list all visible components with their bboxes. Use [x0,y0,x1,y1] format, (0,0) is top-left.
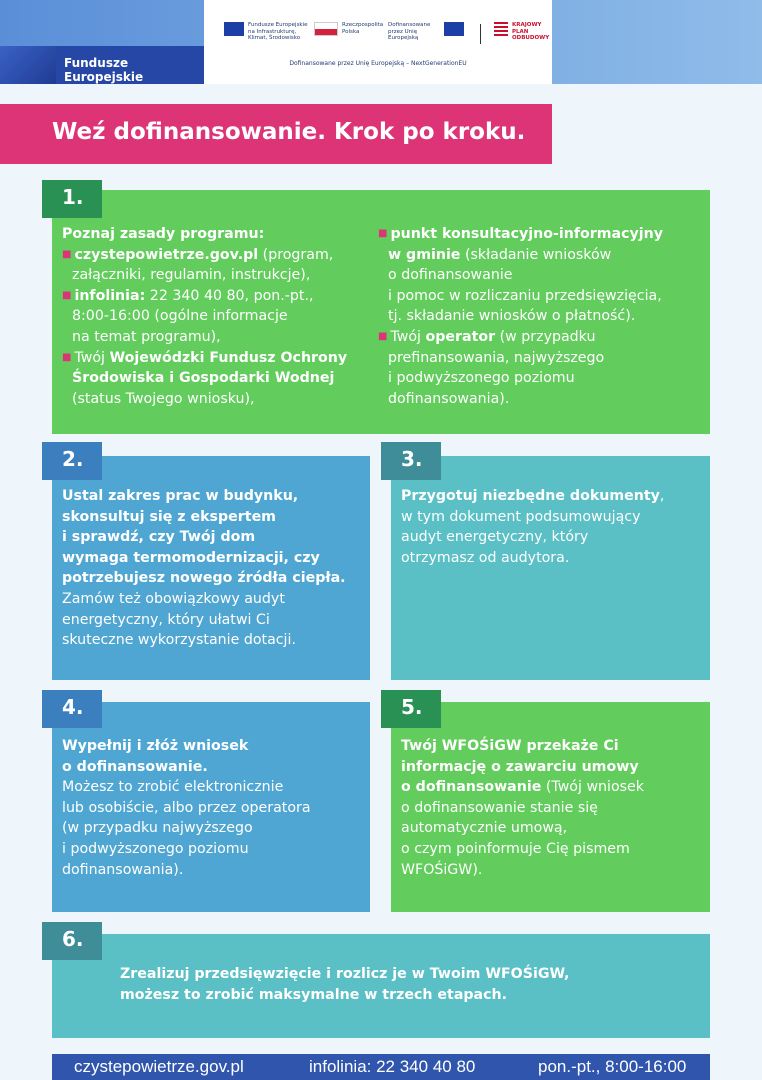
funding-caption: Dofinansowane przez Unię Europejską – NextGenerationEU [289,60,467,67]
footer-hours: pon.-pt., 8:00-16:00 [538,1057,687,1076]
footer-hotline: infolinia: 22 340 40 80 [309,1057,476,1076]
step-2-number: 2. [42,442,102,480]
step-6-text: Zrealizuj przedsięwzięcie i rozlicz je w Twoim WFOŚiGW, możesz to zrobić maksymalne w trzech etapach. [120,966,570,1003]
bullet-icon: ■ [378,228,388,239]
bullet-icon: ■ [62,289,72,301]
step-1-card [52,190,710,434]
poland-logo: Rzeczpospolita Polska [314,22,382,36]
page-title: Weź dofinansowanie. Krok po kroku. [52,119,526,145]
step-3-number: 3. [381,442,441,480]
footer-bar [52,1054,710,1080]
fundusze-europejskie-logo [0,46,204,84]
bullet-icon: ■ [62,351,72,363]
step-2-text: Ustal zakres prac w budynku, skonsultuj się z ekspertem i sprawdź, czy Twój dom wymaga termomodernizacji, czy potrzebujesz nowego źródła ciepła. Zamów też obowiązkowy audyt energetyczny, który ułatwi Ci skuteczne wykorzystanie dotacji. [62,488,346,649]
step-6-number: 6. [42,922,102,960]
fe-label: Fundusze Europejskie [64,56,144,84]
step-5-number: 5. [381,690,441,728]
eu-flag-icon [444,22,464,36]
kpo-logo: KRAJOWY PLAN ODBUDOWY [494,22,546,42]
step-4-text: Wypełnij i złóż wniosek o dofinansowanie. Możesz to zrobić elektronicznie lub osobiście, albo przez operatora (w przypadku najwyższego i podwyższonego poziomu dofinansowania). [62,738,311,878]
step-5-text: Twój WFOŚiGW przekaże Ci informację o zawarciu umowy o dofinansowanie (Twój wniosek o dofinansowanie stanie się automatycznie umową, o czym poinformuje Cię pismem WFOŚiGW). [401,738,644,878]
bullet-icon: ■ [378,330,388,342]
website-link[interactable]: czystepowietrze.gov.pl [74,246,259,263]
step-3-text: Przygotuj niezbędne dokumenty, w tym dokument podsumowujący audyt energetyczny, który otrzymasz od audytora. [401,488,665,566]
step-5-card [391,702,710,912]
step-4-card [52,702,370,912]
step-2-card [52,456,370,680]
eu-stars-icon [0,46,56,84]
step-1-right: ■ punkt konsultacyjno-informacyjny w gminie (składanie wniosków o dofinansowanie i pomoc w rozliczaniu przedsięwzięcia, tj. składanie wniosków o płatność). ■ Twój operator (w przypadku prefinansowania, najwyższego i podwyższonego poziomu dofinansowania). [378,226,663,407]
logo-divider [480,24,481,44]
poland-flag-icon [314,22,338,36]
step-1-number: 1. [42,180,102,218]
step-6-card [52,934,710,1038]
eu-flag-icon [224,22,244,36]
step-3-card [391,456,710,680]
step-1-left: Poznaj zasady programu: ■ czystepowietrze.gov.pl (program, załączniki, regulamin, instrukcje), ■ infolinia: 22 340 40 80, pon.-pt., 8:00-16:00 (ogólne informacje na temat programu), ■ Twój Wojewódzki Fundusz Ochrony Środowiska i Gospodarki Wodnej (status Twojego wniosku), [62,226,348,407]
footer-website-link[interactable]: czystepowietrze.gov.pl [74,1057,244,1076]
ministry-logo: Fundusze Europejskie na Infrastrukturę, Klimat, Środowisko [224,22,310,42]
title-bar [0,104,552,164]
bullet-icon: ■ [62,248,72,260]
kpo-icon [494,22,508,36]
step-4-number: 4. [42,690,102,728]
eu-logo: Dofinansowane przez Unię Europejską [388,22,468,42]
logos-strip [204,0,552,84]
